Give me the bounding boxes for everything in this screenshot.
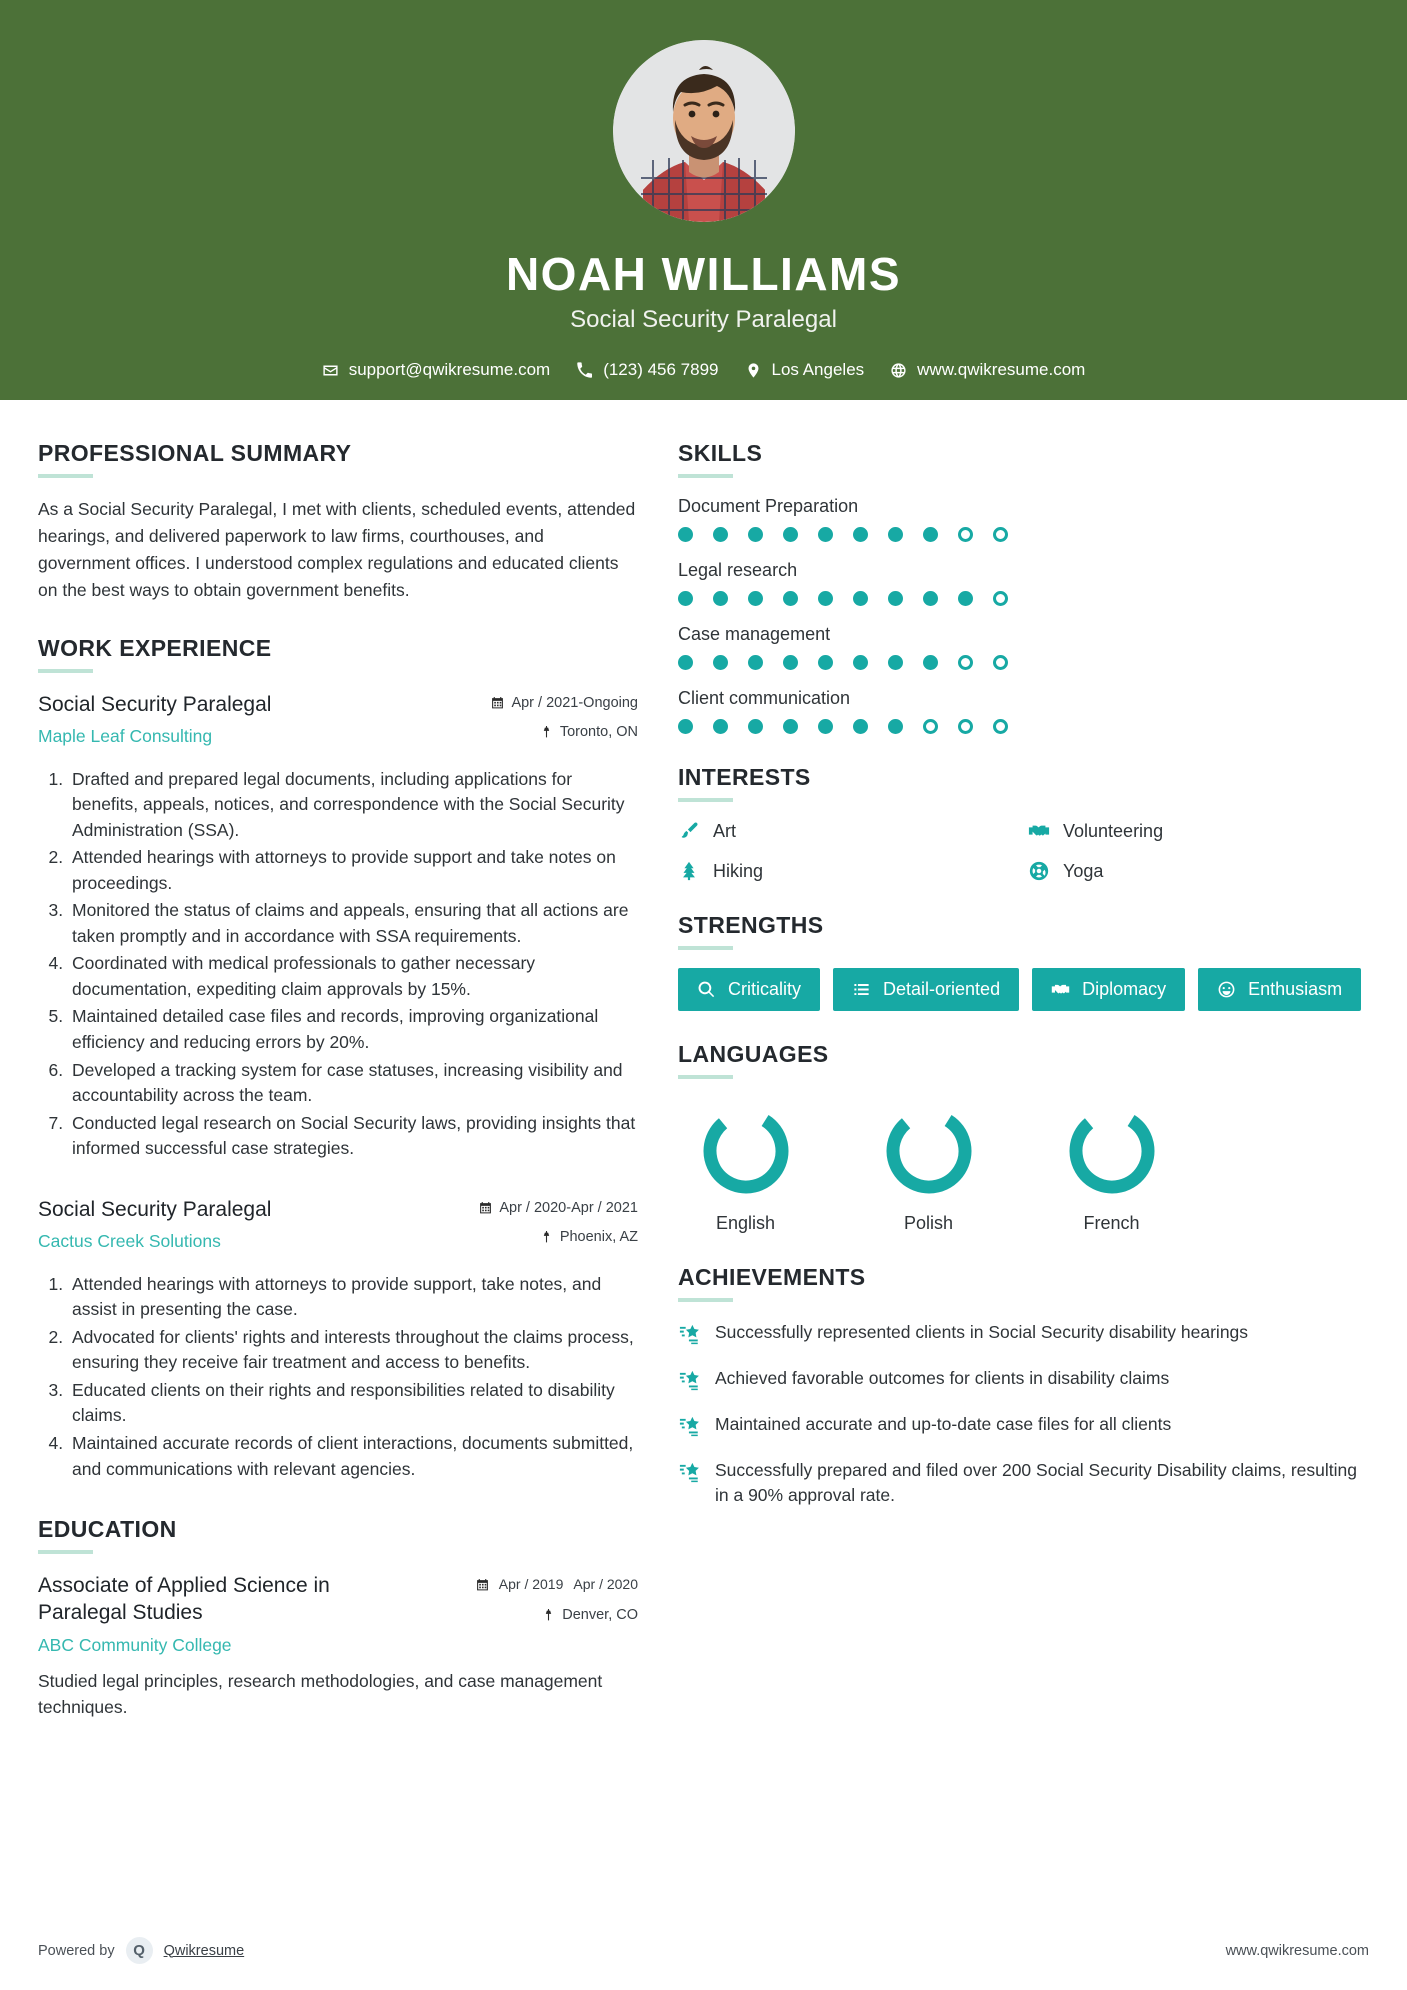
experience-role: Social Security Paralegal (38, 1197, 272, 1221)
interest-item (678, 820, 1018, 842)
education-entry (38, 1572, 638, 1720)
language-item (1044, 1103, 1179, 1234)
brand-name-link[interactable]: Qwikresume (163, 1942, 245, 1959)
skill-dot (993, 591, 1008, 606)
section-rule (38, 1550, 93, 1554)
languages-list (678, 1097, 1368, 1234)
skill-dot (783, 719, 798, 734)
section-title-work-experience: WORK EXPERIENCE (38, 634, 272, 661)
section-title-interests: INTERESTS (678, 764, 811, 790)
skill-rating (678, 655, 1368, 670)
contact-phone-text: (123) 456 7899 (603, 360, 719, 380)
skill-dot (958, 591, 973, 606)
contact-email[interactable] (322, 360, 551, 380)
experience-organization[interactable]: Maple Leaf Consulting (38, 725, 213, 746)
skill-dot (818, 719, 833, 734)
interest-label: Art (713, 820, 737, 841)
experience-dates-text: Apr / 2020-Apr / 2021 (499, 1199, 638, 1216)
skill-dot (713, 655, 728, 670)
section-rule (38, 669, 93, 673)
skill-rating (678, 591, 1368, 606)
pin-icon (540, 725, 553, 739)
donut-chart (698, 1103, 794, 1199)
skill-dot (748, 719, 763, 734)
experience-bullet: 3. Educated clients on their rights and responsibilities related to disability claims. (68, 1378, 638, 1429)
footer-url: www.qwikresume.com (1225, 1942, 1369, 1959)
skill-name: Document Preparation (678, 496, 859, 516)
experience-bullets (38, 767, 638, 1162)
education-description: Studied legal principles, research methodologies, and case management techniques. (38, 1670, 603, 1717)
donut-chart (1064, 1103, 1160, 1199)
achievement-text: Successfully prepared and filed over 200 Social Security Disability claims, resulting in a 90% approval rate. (715, 1460, 1357, 1505)
skill-dot (713, 591, 728, 606)
language-name: Polish (903, 1213, 954, 1233)
skill-dot (748, 591, 763, 606)
section-education (38, 1516, 638, 1720)
section-professional-summary (38, 440, 638, 605)
list-icon (852, 980, 871, 999)
experience-bullet: 2. Attended hearings with attorneys to provide support and take notes on proceedings. (68, 845, 638, 896)
experience-location (438, 1229, 638, 1245)
badge-star-icon (678, 1323, 701, 1346)
section-strengths (678, 912, 1368, 1011)
location-pin-icon (745, 362, 762, 379)
section-title-professional-summary: PROFESSIONAL SUMMARY (38, 440, 352, 466)
experience-bullets (38, 1272, 638, 1482)
section-rule (678, 474, 733, 478)
contact-phone[interactable] (576, 360, 718, 380)
contact-row (322, 360, 1086, 380)
pin-icon (540, 1230, 553, 1244)
skill-dot (713, 527, 728, 542)
calendar-icon (479, 1201, 492, 1215)
experience-bullet: 1. Attended hearings with attorneys to provide support, take notes, and assist in presenting the case. (68, 1272, 638, 1323)
education-degree: Associate of Applied Science in Paralegal Studies (38, 1574, 330, 1625)
language-donut (861, 1103, 996, 1199)
skill-dot (783, 591, 798, 606)
contact-website-text: www.qwikresume.com (917, 360, 1086, 380)
handshake-icon (1051, 980, 1070, 999)
section-title-languages: LANGUAGES (678, 1041, 829, 1067)
email-icon (322, 362, 339, 379)
experience-dates (438, 1200, 638, 1216)
globe-icon (890, 362, 907, 379)
experience-location-text: Toronto, ON (559, 723, 638, 740)
skill-dot (888, 527, 903, 542)
interest-label: Hiking (713, 860, 764, 881)
skill-dot (678, 655, 693, 670)
achievement-item (678, 1458, 1368, 1508)
skill-dot (888, 591, 903, 606)
skill-dot (678, 591, 693, 606)
education-date-end: Apr / 2020 (573, 1576, 638, 1593)
achievement-item (678, 1366, 1368, 1392)
experience-bullet: 2. Advocated for clients' rights and interests throughout the claims process, ensuring they receive fair treatment and access to benefits. (68, 1325, 638, 1376)
resume-body (0, 400, 1407, 1913)
section-title-achievements: ACHIEVEMENTS (678, 1264, 866, 1290)
skill-dot (923, 655, 938, 670)
skill-rating (678, 527, 1368, 542)
powered-by-label: Powered by (38, 1942, 115, 1959)
skill-name: Client communication (678, 688, 851, 708)
experience-meta (438, 1196, 638, 1258)
full-name: NOAH WILLIAMS (505, 248, 902, 300)
language-name: English (715, 1213, 776, 1233)
experience-entry-header (38, 1196, 638, 1258)
experience-role: Social Security Paralegal (38, 692, 272, 716)
contact-location-text: Los Angeles (771, 360, 865, 380)
pin-icon (542, 1608, 555, 1622)
strength-chip-enthusiasm (1198, 968, 1361, 1011)
education-dates (428, 1576, 638, 1593)
qwikresume-logo-icon: Q (126, 1937, 153, 1964)
section-title-strengths: STRENGTHS (678, 912, 824, 938)
phone-icon (576, 362, 593, 379)
section-languages (678, 1041, 1368, 1234)
skill-dot (748, 655, 763, 670)
skill-item (678, 560, 1368, 606)
skill-dot (923, 719, 938, 734)
magnifier-icon (697, 980, 716, 999)
strength-chip-detail-oriented (833, 968, 1019, 1011)
section-interests (678, 764, 1368, 882)
smiley-icon (1217, 980, 1236, 999)
strength-label: Diplomacy (1082, 979, 1167, 999)
language-donut (678, 1103, 813, 1199)
skill-item (678, 688, 1368, 734)
skill-dot (923, 527, 938, 542)
experience-entry (38, 1196, 638, 1482)
interest-item (1028, 820, 1368, 842)
skill-dot (678, 527, 693, 542)
contact-location (745, 360, 865, 380)
skill-dot (713, 719, 728, 734)
experience-entry (38, 691, 638, 1162)
achievement-item (678, 1320, 1368, 1346)
skill-rating (678, 719, 1368, 734)
interest-item (678, 860, 1018, 882)
experience-bullet: 1. Drafted and prepared legal documents, including applications for benefits, appeals, notices, and correspondence with the Social Security Administration (SSA). (68, 767, 638, 844)
handshake-icon (1028, 820, 1050, 842)
strengths-list (678, 968, 1368, 1011)
strength-chip-diplomacy (1032, 968, 1185, 1011)
interest-item (1028, 860, 1368, 882)
strength-chip-criticality (678, 968, 820, 1011)
section-rule (678, 1298, 733, 1302)
skill-dot (993, 655, 1008, 670)
education-location (428, 1607, 638, 1623)
experience-organization[interactable]: Cactus Creek Solutions (38, 1231, 221, 1251)
experience-location (438, 724, 638, 740)
strength-label: Enthusiasm (1248, 979, 1343, 999)
skill-dot (993, 527, 1008, 542)
section-rule (678, 1075, 733, 1079)
experience-bullet: 4. Maintained accurate records of client interactions, documents submitted, and communications with relevant agencies. (68, 1431, 638, 1482)
skill-dot (958, 719, 973, 734)
powered-by (38, 1937, 244, 1964)
skill-dot (678, 719, 693, 734)
language-name: French (1083, 1213, 1140, 1233)
experience-bullet: 5. Maintained detailed case files and records, improving organizational efficiency and reducing errors by 20%. (68, 1004, 638, 1055)
badge-star-icon (678, 1415, 701, 1438)
education-entry-header (38, 1572, 638, 1656)
skill-dot (783, 527, 798, 542)
education-school[interactable]: ABC Community College (38, 1634, 232, 1655)
resume-header (0, 0, 1407, 400)
right-column (678, 440, 1368, 1913)
skill-dot (748, 527, 763, 542)
avatar (613, 40, 795, 222)
language-item (861, 1103, 996, 1234)
achievement-item (678, 1412, 1368, 1438)
skill-dot (818, 527, 833, 542)
calendar-icon (476, 1578, 489, 1592)
strength-label: Detail-oriented (883, 979, 1001, 999)
badge-star-icon (678, 1461, 701, 1484)
experience-bullet: 6. Developed a tracking system for case statuses, increasing visibility and accountability across the team. (68, 1058, 638, 1109)
contact-email-text: support@qwikresume.com (348, 360, 551, 380)
language-donut (1044, 1103, 1179, 1199)
donut-chart (881, 1103, 977, 1199)
skill-dot (853, 655, 868, 670)
experience-dates (438, 695, 638, 711)
contact-website[interactable] (890, 360, 1085, 380)
skill-dot (853, 591, 868, 606)
skill-name: Case management (678, 624, 831, 644)
skill-dot (853, 719, 868, 734)
experience-bullet: 3. Monitored the status of claims and appeals, ensuring that all actions are taken promptly and in accordance with SSA requirements. (68, 898, 638, 949)
experience-bullet: 7. Conducted legal research on Social Security laws, providing insights that informed successful case strategies. (68, 1111, 638, 1162)
interest-label: Volunteering (1063, 820, 1164, 841)
experience-dates-text: Apr / 2021-Ongoing (511, 694, 638, 711)
experience-entry-header (38, 691, 638, 753)
professional-summary-text: As a Social Security Paralegal, I met with clients, scheduled events, attended hearings, and delivered paperwork to law firms, courthouses, and government offices. I understood complex regulations and educated clients on the best ways to obtain government benefits. (38, 499, 636, 601)
skill-dot (993, 719, 1008, 734)
left-column (38, 440, 638, 1913)
education-entry-main (38, 1572, 428, 1656)
section-skills (678, 440, 1368, 734)
paintbrush-icon (678, 820, 700, 842)
skill-name: Legal research (678, 560, 798, 580)
section-achievements (678, 1264, 1368, 1508)
experience-entry-main (38, 1196, 438, 1252)
skill-dot (783, 655, 798, 670)
experience-entry-main (38, 691, 438, 747)
education-date-start: Apr / 2019 (498, 1576, 564, 1593)
achievement-text: Achieved favorable outcomes for clients in disability claims (715, 1368, 1170, 1388)
lifebuoy-icon (1028, 860, 1050, 882)
section-title-skills: SKILLS (678, 440, 763, 466)
section-rule (38, 474, 93, 478)
experience-meta (438, 691, 638, 753)
skill-dot (818, 655, 833, 670)
education-meta (428, 1572, 638, 1636)
tree-icon (678, 860, 700, 882)
skill-dot (923, 591, 938, 606)
skill-item (678, 624, 1368, 670)
skill-item (678, 496, 1368, 542)
experience-bullet: 4. Coordinated with medical professionals to gather necessary documentation, expediting claim approvals by 15%. (68, 951, 638, 1002)
language-item (678, 1103, 813, 1234)
job-title: Social Security Paralegal (570, 306, 837, 334)
strength-label: Criticality (728, 979, 802, 999)
resume-footer (0, 1913, 1407, 1990)
section-title-education: EDUCATION (38, 1516, 177, 1543)
skill-dot (958, 527, 973, 542)
achievement-text: Successfully represented clients in Social Security disability hearings (715, 1322, 1249, 1342)
skill-dot (888, 655, 903, 670)
section-rule (678, 798, 733, 802)
section-work-experience (38, 635, 638, 1483)
experience-location-text: Phoenix, AZ (559, 1228, 638, 1245)
skill-dot (853, 527, 868, 542)
skill-dot (888, 719, 903, 734)
section-rule (678, 946, 733, 950)
calendar-icon (491, 696, 504, 710)
achievement-text: Maintained accurate and up-to-date case files for all clients (715, 1414, 1172, 1434)
badge-star-icon (678, 1369, 701, 1392)
skill-dot (958, 655, 973, 670)
skill-dot (818, 591, 833, 606)
interests-grid (678, 820, 1368, 882)
education-location-text: Denver, CO (562, 1607, 638, 1624)
interest-label: Yoga (1063, 860, 1104, 881)
